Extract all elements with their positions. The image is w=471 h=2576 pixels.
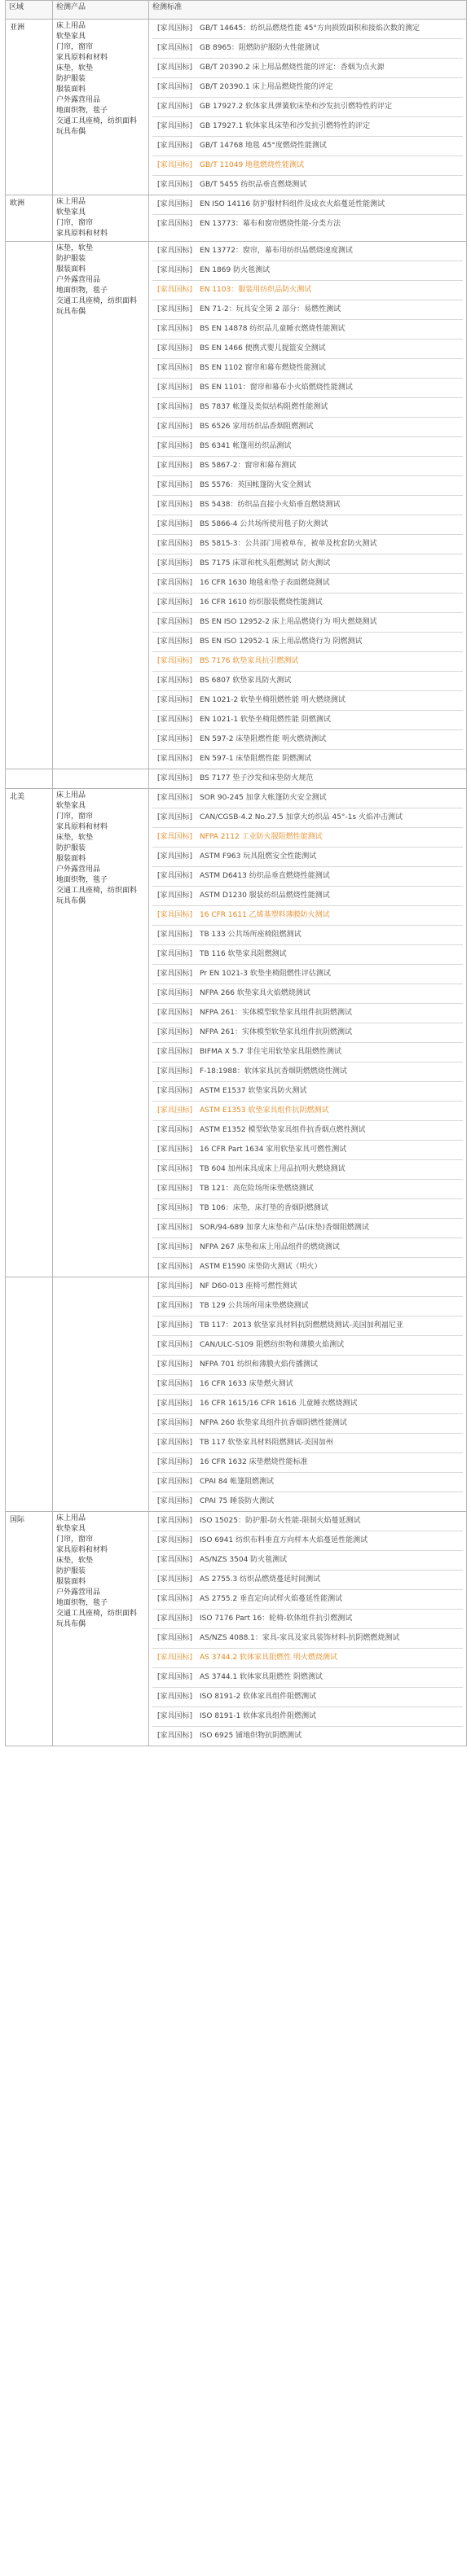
- standard-item[interactable]: [家具国标] 16 CFR 1632 床垫燃烧性能标准: [152, 1453, 463, 1473]
- product-item: 防护服装: [56, 75, 86, 83]
- standard-item[interactable]: [家具国标] ASTM E1537 软垫家具防火测试: [152, 1082, 463, 1102]
- standard-item[interactable]: [家具国标] TB 133 公共场所座椅阻燃测试: [152, 926, 463, 945]
- product-item: 门帘，窗帘: [56, 43, 94, 51]
- product-cell: [53, 1512, 149, 1746]
- standard-item[interactable]: [家具国标] GB/T 5455 纺织品垂直燃烧测试: [157, 181, 307, 189]
- table-row: [6, 1277, 467, 1512]
- product-item: 家具原料和材料: [56, 230, 108, 238]
- standard-item[interactable]: [家具国标] EN 597-1 床垫阻燃性能 阴燃测试: [157, 755, 312, 763]
- standard-item[interactable]: [家具国标] CPAI 84 帐篷阻燃测试: [152, 1473, 463, 1492]
- product-item: 床垫，软垫: [56, 1557, 94, 1565]
- standard-item[interactable]: [家具国标] BS 7176 软垫家具抗引燃测试: [152, 652, 463, 672]
- standard-item[interactable]: [家具国标] GB 17927.2 软体家具弹簧软床垫和沙发抗引燃特性的评定: [152, 98, 463, 117]
- product-item: 交通工具座椅，纺织面料: [56, 887, 138, 895]
- standard-item[interactable]: [家具国标] BS EN 1101：窗帘和幕布小火焰燃烧性能测试: [152, 379, 463, 398]
- standard-item[interactable]: [家具国标] 16 CFR 1615/16 CFR 1616 儿童睡衣燃烧测试: [152, 1395, 463, 1414]
- standard-item[interactable]: [家具国标] ISO 6925 铺地织物抗阴燃测试: [157, 1732, 302, 1740]
- standard-item[interactable]: [家具国标] 16 CFR 1611 乙烯基塑料薄膜防火测试: [152, 906, 463, 926]
- region-cell: 欧洲: [6, 195, 53, 242]
- product-item: 门帘，窗帘: [56, 813, 94, 821]
- standard-item[interactable]: [家具国标] BS 6807 软垫家具防火测试: [152, 672, 463, 691]
- standard-item[interactable]: [家具国标] TB 129 公共场所用床垫燃烧测试: [152, 1297, 463, 1316]
- product-item: 门帘，窗帘: [56, 219, 94, 227]
- standard-item[interactable]: [家具国标] EN 13773：幕布和窗帘燃烧性能-分类方法: [157, 220, 341, 228]
- standard-cell: [149, 20, 467, 195]
- standard-item[interactable]: [家具国标] ISO 8191-2 软体家具组件阻燃测试: [152, 1688, 463, 1707]
- standard-item[interactable]: [家具国标] EN 13772：窗帘，幕布用纺织品燃烧速度测试: [152, 242, 463, 261]
- product-item: 地面织物，毯子: [56, 876, 108, 884]
- standard-item[interactable]: [家具国标] CAN/CGSB-4.2 No.27.5 加拿大纺织品 45°-1s 火焰冲击测试: [152, 808, 463, 828]
- standard-item[interactable]: [家具国标] ASTM D1230 服装纺织品燃烧性能测试: [152, 887, 463, 906]
- product-item: 床上用品: [56, 791, 86, 800]
- product-item: 玩具布偶: [56, 1620, 86, 1628]
- product-item: 地面织物，毯子: [56, 107, 108, 115]
- product-item: 玩具布偶: [56, 308, 86, 316]
- standard-item[interactable]: [家具国标] EN 1021-1 软垫坐椅阻燃性能 阴燃测试: [152, 711, 463, 730]
- product-item: 交通工具座椅，纺织面料: [56, 1610, 138, 1618]
- standard-item[interactable]: [家具国标] EN 1021-2 软垫坐椅阻燃性能 明火燃烧测试: [152, 691, 463, 711]
- region-cell: 北美: [6, 789, 53, 1277]
- standard-item[interactable]: [家具国标] GB 17927.1 软体家具床垫和沙发抗引燃特性的评定: [152, 117, 463, 137]
- region-cell: 国际: [6, 1512, 53, 1746]
- standard-item[interactable]: [家具国标] BS EN ISO 12952-2 床上用品燃烧行为 明火燃烧测试: [152, 613, 463, 633]
- standard-item[interactable]: [家具国标] BS 5866-4 公共场所使用毯子防火测试: [152, 515, 463, 535]
- standard-item[interactable]: [家具国标] TB 604 加州床具成床上用品抗明火燃烧测试: [152, 1160, 463, 1180]
- standard-item[interactable]: [家具国标] TB 121：高危险场所床垫燃烧测试: [152, 1180, 463, 1199]
- product-item: 防护服装: [56, 255, 86, 263]
- table-row: [6, 769, 467, 789]
- standards-table-wrapper: [5, 0, 466, 1746]
- standard-item[interactable]: [家具国标] AS/NZS 4088.1：家具-家具及家具装饰材料-抗阴燃燃烧测试: [152, 1629, 463, 1649]
- standard-item[interactable]: [家具国标] 16 CFR 1633 床垫燃火测试: [152, 1375, 463, 1395]
- standard-item[interactable]: [家具国标] SOR/94-689 加拿大床垫和产品(床垫)香烟阻燃测试: [152, 1219, 463, 1238]
- header-region: 区域: [6, 1, 53, 20]
- standard-item[interactable]: [家具国标] ISO 7176 Part 16：轮椅-软体组件抗引燃测试: [152, 1610, 463, 1629]
- standard-item[interactable]: [家具国标] NFPA 261：实体模型软垫家具组件抗阴燃测试: [152, 1004, 463, 1023]
- product-cell: [53, 769, 149, 789]
- standard-item[interactable]: [家具国标] EN 1869 防火毯测试: [152, 261, 463, 281]
- product-item: 软垫家具: [56, 1525, 86, 1533]
- standard-cell: [149, 242, 467, 769]
- standard-item[interactable]: [家具国标] ISO 6941 纺织布料垂直方向样本火焰蔓延性能测试: [152, 1531, 463, 1551]
- product-item: 户外露营用品: [56, 865, 101, 874]
- standard-item[interactable]: [家具国标] BS 5867-2：窗帘和幕布测试: [152, 457, 463, 476]
- standard-item[interactable]: [家具国标] BS EN 14878 纺织品儿童睡衣燃烧性能测试: [152, 320, 463, 340]
- product-item: 地面织物，毯子: [56, 1599, 108, 1607]
- standard-item[interactable]: [家具国标] 16 CFR Part 1634 家用软垫家具可燃性测试: [152, 1141, 463, 1160]
- standard-item[interactable]: [家具国标] BS 7175 床罩和枕头阻燃测试 防火测试: [152, 554, 463, 574]
- standard-item[interactable]: [家具国标] GB/T 11049 地毯燃烧性能测试: [152, 156, 463, 176]
- standard-item[interactable]: [家具国标] ASTM E1352 模型软垫家具组件抗香烟点燃性测试: [152, 1121, 463, 1141]
- standard-item[interactable]: [家具国标] BS 6341 帐篷用纺织品测试: [152, 437, 463, 457]
- standard-item[interactable]: [家具国标] ISO 15025：防护服-防火性能-限制火焰蔓延测试: [152, 1512, 463, 1531]
- product-item: 软垫家具: [56, 33, 86, 41]
- standards-table: [5, 0, 467, 1746]
- product-cell: [53, 242, 149, 769]
- product-item: 家具原料和材料: [56, 1546, 108, 1554]
- product-item: 交通工具座椅，纺织面料: [56, 297, 138, 305]
- product-item: 床上用品: [56, 22, 86, 30]
- product-item: 床上用品: [56, 1514, 86, 1522]
- standard-item[interactable]: [家具国标] EN 71-2：玩具安全第 2 部分：易燃性测试: [152, 300, 463, 320]
- product-item: 家具原料和材料: [56, 54, 108, 62]
- standard-cell: [149, 789, 467, 1277]
- product-item: 床垫，软垫: [56, 64, 94, 72]
- standard-item[interactable]: [家具国标] AS 3744.2 软体家具阻燃性 明火燃烧测试: [152, 1649, 463, 1668]
- standard-item[interactable]: [家具国标] ASTM E1353 软垫家具组件抗阴燃测试: [152, 1102, 463, 1121]
- standard-item[interactable]: [家具国标] NFPA 261：实体模型软垫家具组件抗阴燃测试: [152, 1023, 463, 1043]
- standard-item[interactable]: [家具国标] TB 116 软垫家具阻燃测试: [152, 945, 463, 965]
- region-cell: [6, 242, 53, 769]
- standard-item[interactable]: [家具国标] SOR 90-245 加拿大帐篷防火安全测试: [152, 789, 463, 808]
- standard-item[interactable]: [家具国标] NFPA 267 床垫和床上用品组件的燃烧测试: [152, 1238, 463, 1258]
- standard-item[interactable]: [家具国标] GB/T 14645：纺织品燃烧性能 45°方向损毁面积和接焰次数的测定: [152, 20, 463, 39]
- region-cell: [6, 1277, 53, 1512]
- standard-item[interactable]: [家具国标] 16 CFR 1610 纺织服装燃烧性能测试: [152, 594, 463, 613]
- standard-item[interactable]: [家具国标] CAN/ULC-S109 阻燃纺织物和薄膜火焰测试: [152, 1336, 463, 1356]
- standard-item[interactable]: [家具国标] ASTM D6413 纺织品垂直燃烧性能测试: [152, 867, 463, 887]
- standard-item[interactable]: [家具国标] BS 5815-3：公共部门用被单布，被单及枕套防火测试: [152, 535, 463, 554]
- product-item: 玩具布偶: [56, 897, 86, 905]
- product-item: 服装面料: [56, 855, 86, 863]
- product-item: 防护服装: [56, 1567, 86, 1575]
- standard-item[interactable]: [家具国标] F-18:1988：软体家具抗香烟阴燃燃烧性测试: [152, 1062, 463, 1082]
- standard-item[interactable]: [家具国标] NFPA 266 软垫家具火焰燃烧测试: [152, 984, 463, 1004]
- standard-item[interactable]: [家具国标] NF D60-013 座椅可燃性测试: [152, 1277, 463, 1297]
- table-row: [6, 789, 467, 1277]
- region-cell: 亚洲: [6, 20, 53, 195]
- product-item: 交通工具座椅，纺织面料: [56, 117, 138, 125]
- table-row: [6, 242, 467, 769]
- standard-item[interactable]: [家具国标] BIFMA X 5.7 非住宅用软垫家具阻燃性测试: [152, 1043, 463, 1062]
- product-item: 软垫家具: [56, 208, 86, 217]
- standard-item[interactable]: [家具国标] BS EN 1466 便携式婴儿提篮安全测试: [152, 340, 463, 359]
- product-cell: [53, 1277, 149, 1512]
- product-item: 地面织物，毯子: [56, 287, 108, 295]
- table-row: [6, 195, 467, 242]
- table-row: [6, 20, 467, 195]
- standard-cell: [149, 1512, 467, 1746]
- table-header-row: [6, 1, 467, 20]
- standard-item[interactable]: [家具国标] ASTM E1590 床垫防火测试（明火）: [157, 1263, 322, 1271]
- standard-item[interactable]: [家具国标] 16 CFR 1630 地毯和垫子表面燃烧测试: [152, 574, 463, 594]
- standard-item[interactable]: [家具国标] EN 597-2 床垫阻燃性能 明火燃烧测试: [152, 730, 463, 750]
- region-cell: [6, 769, 53, 789]
- standard-item[interactable]: [家具国标] AS 2755.2 垂直定向试样火焰蔓延性能测试: [152, 1590, 463, 1610]
- standard-item[interactable]: [家具国标] BS 7177 垫子沙发和床垫防火规范: [157, 774, 314, 782]
- product-item: 床垫，软垫: [56, 244, 94, 252]
- product-item: 床上用品: [56, 198, 86, 206]
- standard-item[interactable]: [家具国标] EN ISO 14116 防护服材料组件及成衣火焰蔓延性能测试: [152, 195, 463, 215]
- standard-cell: [149, 769, 467, 789]
- product-item: 床垫，软垫: [56, 834, 94, 842]
- product-cell: [53, 20, 149, 195]
- product-item: 家具原料和材料: [56, 823, 108, 831]
- standard-item[interactable]: [家具国标] NFPA 260 软垫家具组件抗香烟阴燃性能测试: [152, 1414, 463, 1434]
- standard-item[interactable]: [家具国标] ISO 8191-1 软体家具组件阻燃测试: [152, 1707, 463, 1727]
- standard-item[interactable]: [家具国标] AS 3744.1 软体家具阻燃性 阴燃测试: [152, 1668, 463, 1688]
- standard-item[interactable]: [家具国标] BS EN 1102 窗帘和幕布燃烧性能测试: [152, 359, 463, 379]
- product-item: 户外露营用品: [56, 1588, 101, 1597]
- product-cell: [53, 789, 149, 1277]
- standard-cell: [149, 1277, 467, 1512]
- table-body: [6, 20, 467, 1746]
- standard-item[interactable]: [家具国标] BS 7837 帐篷及类似结构阻燃性能测试: [152, 398, 463, 418]
- standard-item[interactable]: [家具国标] BS 5576：英国帐篷防火安全测试: [152, 476, 463, 496]
- header-product: 检测产品: [53, 1, 149, 20]
- product-item: 服装面料: [56, 265, 86, 274]
- standard-item[interactable]: [家具国标] GB/T 14768 地毯 45°度燃烧性能测试: [152, 137, 463, 156]
- standard-item[interactable]: [家具国标] Pr EN 1021-3 软垫坐椅阻燃性评估测试: [152, 965, 463, 984]
- product-item: 软垫家具: [56, 802, 86, 810]
- standard-item[interactable]: [家具国标] GB/T 20390.2 床上用品燃烧性能的评定：香烟为点火源: [152, 59, 463, 78]
- product-item: 门帘，窗帘: [56, 1536, 94, 1544]
- standard-item[interactable]: [家具国标] AS/NZS 3504 防火毯测试: [152, 1551, 463, 1571]
- standard-item[interactable]: [家具国标] ASTM F963 玩具阻燃安全性能测试: [152, 848, 463, 867]
- standard-cell: [149, 195, 467, 242]
- product-item: 防护服装: [56, 844, 86, 852]
- standard-item[interactable]: [家具国标] BS 6526 家用纺织品香烟阻燃测试: [152, 418, 463, 437]
- product-item: 户外露营用品: [56, 96, 101, 104]
- standard-item[interactable]: [家具国标] NFPA 701 纺织和薄膜火焰传播测试: [152, 1356, 463, 1375]
- standard-item[interactable]: [家具国标] GB/T 20390.1 床上用品燃烧性能的评定: [152, 78, 463, 98]
- standard-item[interactable]: [家具国标] TB 117 软垫家具材料阻燃测试-美国加州: [152, 1434, 463, 1453]
- product-item: 玩具布偶: [56, 128, 86, 136]
- standard-item[interactable]: [家具国标] TB 117：2013 软垫家具材料抗阴燃燃烧测试-美国加利福尼亚: [152, 1316, 463, 1336]
- standard-item[interactable]: [家具国标] CPAI 75 睡袋防火测试: [157, 1497, 275, 1505]
- table-row: [6, 1512, 467, 1746]
- standard-item[interactable]: [家具国标] AS 2755.3 纺织品燃烧蔓延时间测试: [152, 1571, 463, 1590]
- header-standard: 检测标准: [149, 1, 467, 20]
- product-item: 服装面料: [56, 85, 86, 94]
- standard-item[interactable]: [家具国标] NFPA 2112 工业防火服阻燃性能测试: [152, 828, 463, 848]
- product-item: 户外露营用品: [56, 276, 101, 284]
- standard-item[interactable]: [家具国标] EN 1103：服装用纺织品防火测试: [152, 281, 463, 300]
- product-cell: [53, 195, 149, 242]
- standard-item[interactable]: [家具国标] BS EN ISO 12952-1 床上用品燃烧行为 阴燃测试: [152, 633, 463, 652]
- standard-item[interactable]: [家具国标] GB 8965：阻燃防护服防火性能测试: [152, 39, 463, 59]
- product-item: 服装面料: [56, 1578, 86, 1586]
- standard-item[interactable]: [家具国标] BS 5438：纺织品直接小火焰垂直燃烧测试: [152, 496, 463, 515]
- standard-item[interactable]: [家具国标] TB 106：床垫，床打垫的香烟阴燃测试: [152, 1199, 463, 1219]
